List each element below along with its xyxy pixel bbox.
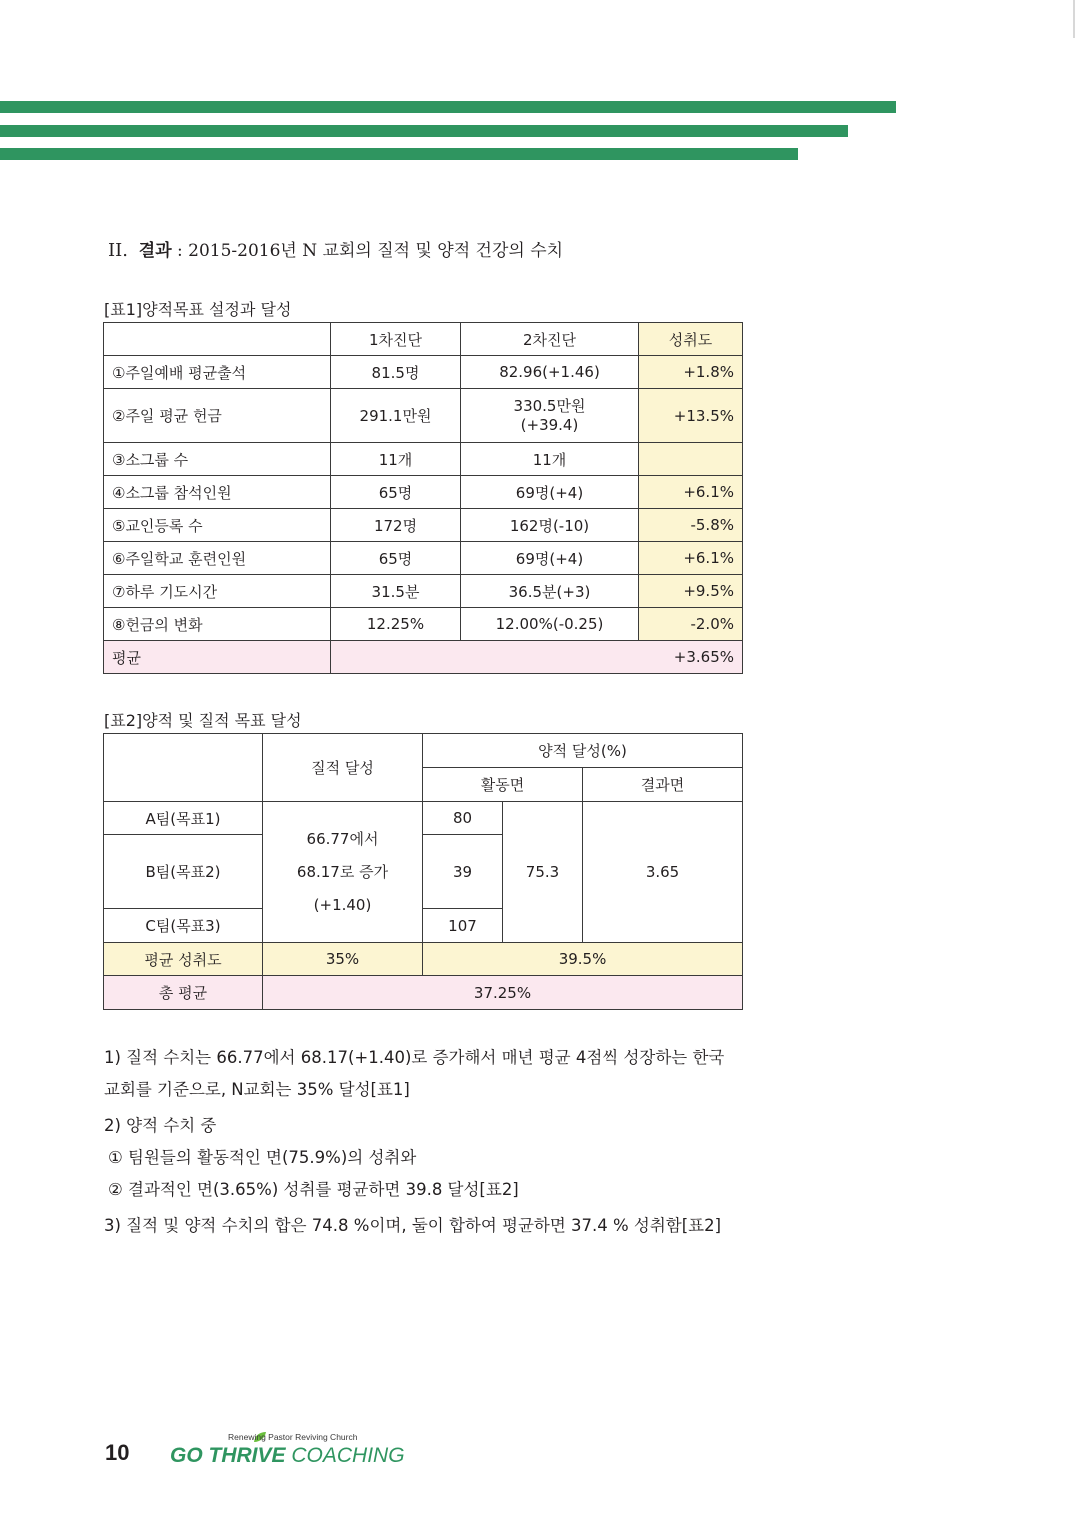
table-row	[104, 802, 743, 835]
average-value: +3.65%	[331, 641, 743, 674]
table1-header-row	[104, 323, 743, 356]
row-item: ⑦하루 기도시간	[104, 575, 331, 608]
table2-header-quality: 질적 달성	[263, 734, 423, 802]
note-line: 1) 질적 수치는 66.77에서 68.17(+1.40)로 증가해서 매년 평균 4점씩 성장하는 한국	[104, 1048, 725, 1067]
row-rate: +9.5%	[639, 575, 743, 608]
row-rate: +6.1%	[639, 476, 743, 509]
table1-average-row	[104, 641, 743, 674]
avg-quality: 35%	[263, 943, 423, 976]
row-rate: +6.1%	[639, 542, 743, 575]
table-row	[104, 542, 743, 575]
section-numeral: II.	[108, 240, 128, 261]
row-item: ①주일예배 평균출석	[104, 356, 331, 389]
team-name: C팀(목표3)	[104, 909, 263, 943]
table-row	[104, 509, 743, 542]
table-row	[104, 575, 743, 608]
row-second: 69명(+4)	[461, 476, 639, 509]
row-second: 36.5분(+3)	[461, 575, 639, 608]
row-first: 12.25%	[331, 608, 461, 641]
table1-header-first: 1차진단	[331, 323, 461, 356]
note-line: ① 팀원들의 활동적인 면(75.9%)의 성취와	[108, 1148, 417, 1167]
table-row	[104, 476, 743, 509]
table-row	[104, 443, 743, 476]
row-first: 65명	[331, 542, 461, 575]
row-rate	[639, 443, 743, 476]
row-second-line1: 330.5만원	[513, 396, 586, 415]
row-first: 291.1만원	[331, 389, 461, 443]
quality-line3: (+1.40)	[313, 895, 372, 914]
row-first: 172명	[331, 509, 461, 542]
result-value: 3.65	[583, 802, 743, 943]
activity-value: 75.3	[503, 802, 583, 943]
table1-header-rate: 성취도	[639, 323, 743, 356]
row-first: 65명	[331, 476, 461, 509]
table2-header-result: 결과면	[583, 768, 743, 802]
table2-average-row	[104, 943, 743, 976]
team-name: A팀(목표1)	[104, 802, 263, 835]
table1	[103, 322, 743, 674]
header-bar-3	[0, 148, 798, 160]
table1-caption: [표1]양적목표 설정과 달성	[104, 300, 292, 319]
section-text: : 2015-2016년 N 교회의 질적 및 양적 건강의 수치	[177, 241, 564, 261]
note-line: 3) 질적 및 양적 수치의 합은 74.8 %이며, 둘이 합하여 평균하면 37.4 % 성취함[표2]	[104, 1216, 722, 1235]
team-value: 39	[423, 835, 503, 909]
row-first: 81.5명	[331, 356, 461, 389]
row-first: 31.5분	[331, 575, 461, 608]
section-label: 결과	[138, 241, 172, 261]
quality-line1: 66.77에서	[306, 829, 379, 848]
header-bar-2	[0, 125, 848, 137]
team-value: 107	[423, 909, 503, 943]
avg-label: 평균 성취도	[104, 943, 263, 976]
avg-quantity: 39.5%	[423, 943, 743, 976]
table2-header-activity: 활동면	[423, 768, 583, 802]
total-label: 총 평균	[104, 976, 263, 1010]
row-item: ②주일 평균 헌금	[104, 389, 331, 443]
logo-wordmark	[170, 1444, 405, 1468]
row-rate: +1.8%	[639, 356, 743, 389]
table2	[103, 733, 743, 1010]
logo	[170, 1428, 410, 1474]
note-line: ② 결과적인 면(3.65%) 성취를 평균하면 39.8 달성[표2]	[108, 1180, 519, 1199]
row-item: ⑤교인등록 수	[104, 509, 331, 542]
row-second: 162명(-10)	[461, 509, 639, 542]
table-row	[104, 389, 743, 443]
row-rate: -5.8%	[639, 509, 743, 542]
row-item: ④소그룹 참석인원	[104, 476, 331, 509]
row-rate: -2.0%	[639, 608, 743, 641]
row-second: 11개	[461, 443, 639, 476]
row-second	[461, 389, 639, 443]
note-line: 2) 양적 수치 중	[104, 1116, 217, 1135]
logo-tagline: Renewing Pastor Reviving Church	[228, 1432, 358, 1442]
quality-value	[263, 802, 423, 943]
row-rate: +13.5%	[639, 389, 743, 443]
row-first: 11개	[331, 443, 461, 476]
table-row	[104, 356, 743, 389]
table1-header-second: 2차진단	[461, 323, 639, 356]
average-label: 평균	[104, 641, 331, 674]
row-item: ⑥주일학교 훈련인원	[104, 542, 331, 575]
team-value: 80	[423, 802, 503, 835]
logo-go: GO THRIVE	[170, 1444, 286, 1467]
notes	[104, 1042, 724, 1242]
table1-header-empty	[104, 323, 331, 356]
section-heading	[108, 236, 563, 261]
row-second-line2: (+39.4)	[520, 415, 579, 434]
header-bar-1	[0, 101, 896, 113]
table2-header-quantity: 양적 달성(%)	[423, 734, 743, 768]
quality-line2: 68.17로 증가	[296, 862, 389, 881]
logo-coaching: COACHING	[291, 1444, 405, 1467]
table2-header-empty	[104, 734, 263, 802]
table2-total-row	[104, 976, 743, 1010]
row-second: 69명(+4)	[461, 542, 639, 575]
table-row	[104, 608, 743, 641]
total-value: 37.25%	[263, 976, 743, 1010]
page-number: 10	[105, 1440, 130, 1465]
team-name: B팀(목표2)	[104, 835, 263, 909]
note-line: 교회를 기준으로, N교회는 35% 달성[표1]	[104, 1080, 410, 1099]
row-second: 12.00%(-0.25)	[461, 608, 639, 641]
row-item: ⑧헌금의 변화	[104, 608, 331, 641]
table2-header-row1	[104, 734, 743, 768]
row-second: 82.96(+1.46)	[461, 356, 639, 389]
row-item: ③소그룹 수	[104, 443, 331, 476]
table2-caption: [표2]양적 및 질적 목표 달성	[104, 711, 302, 730]
